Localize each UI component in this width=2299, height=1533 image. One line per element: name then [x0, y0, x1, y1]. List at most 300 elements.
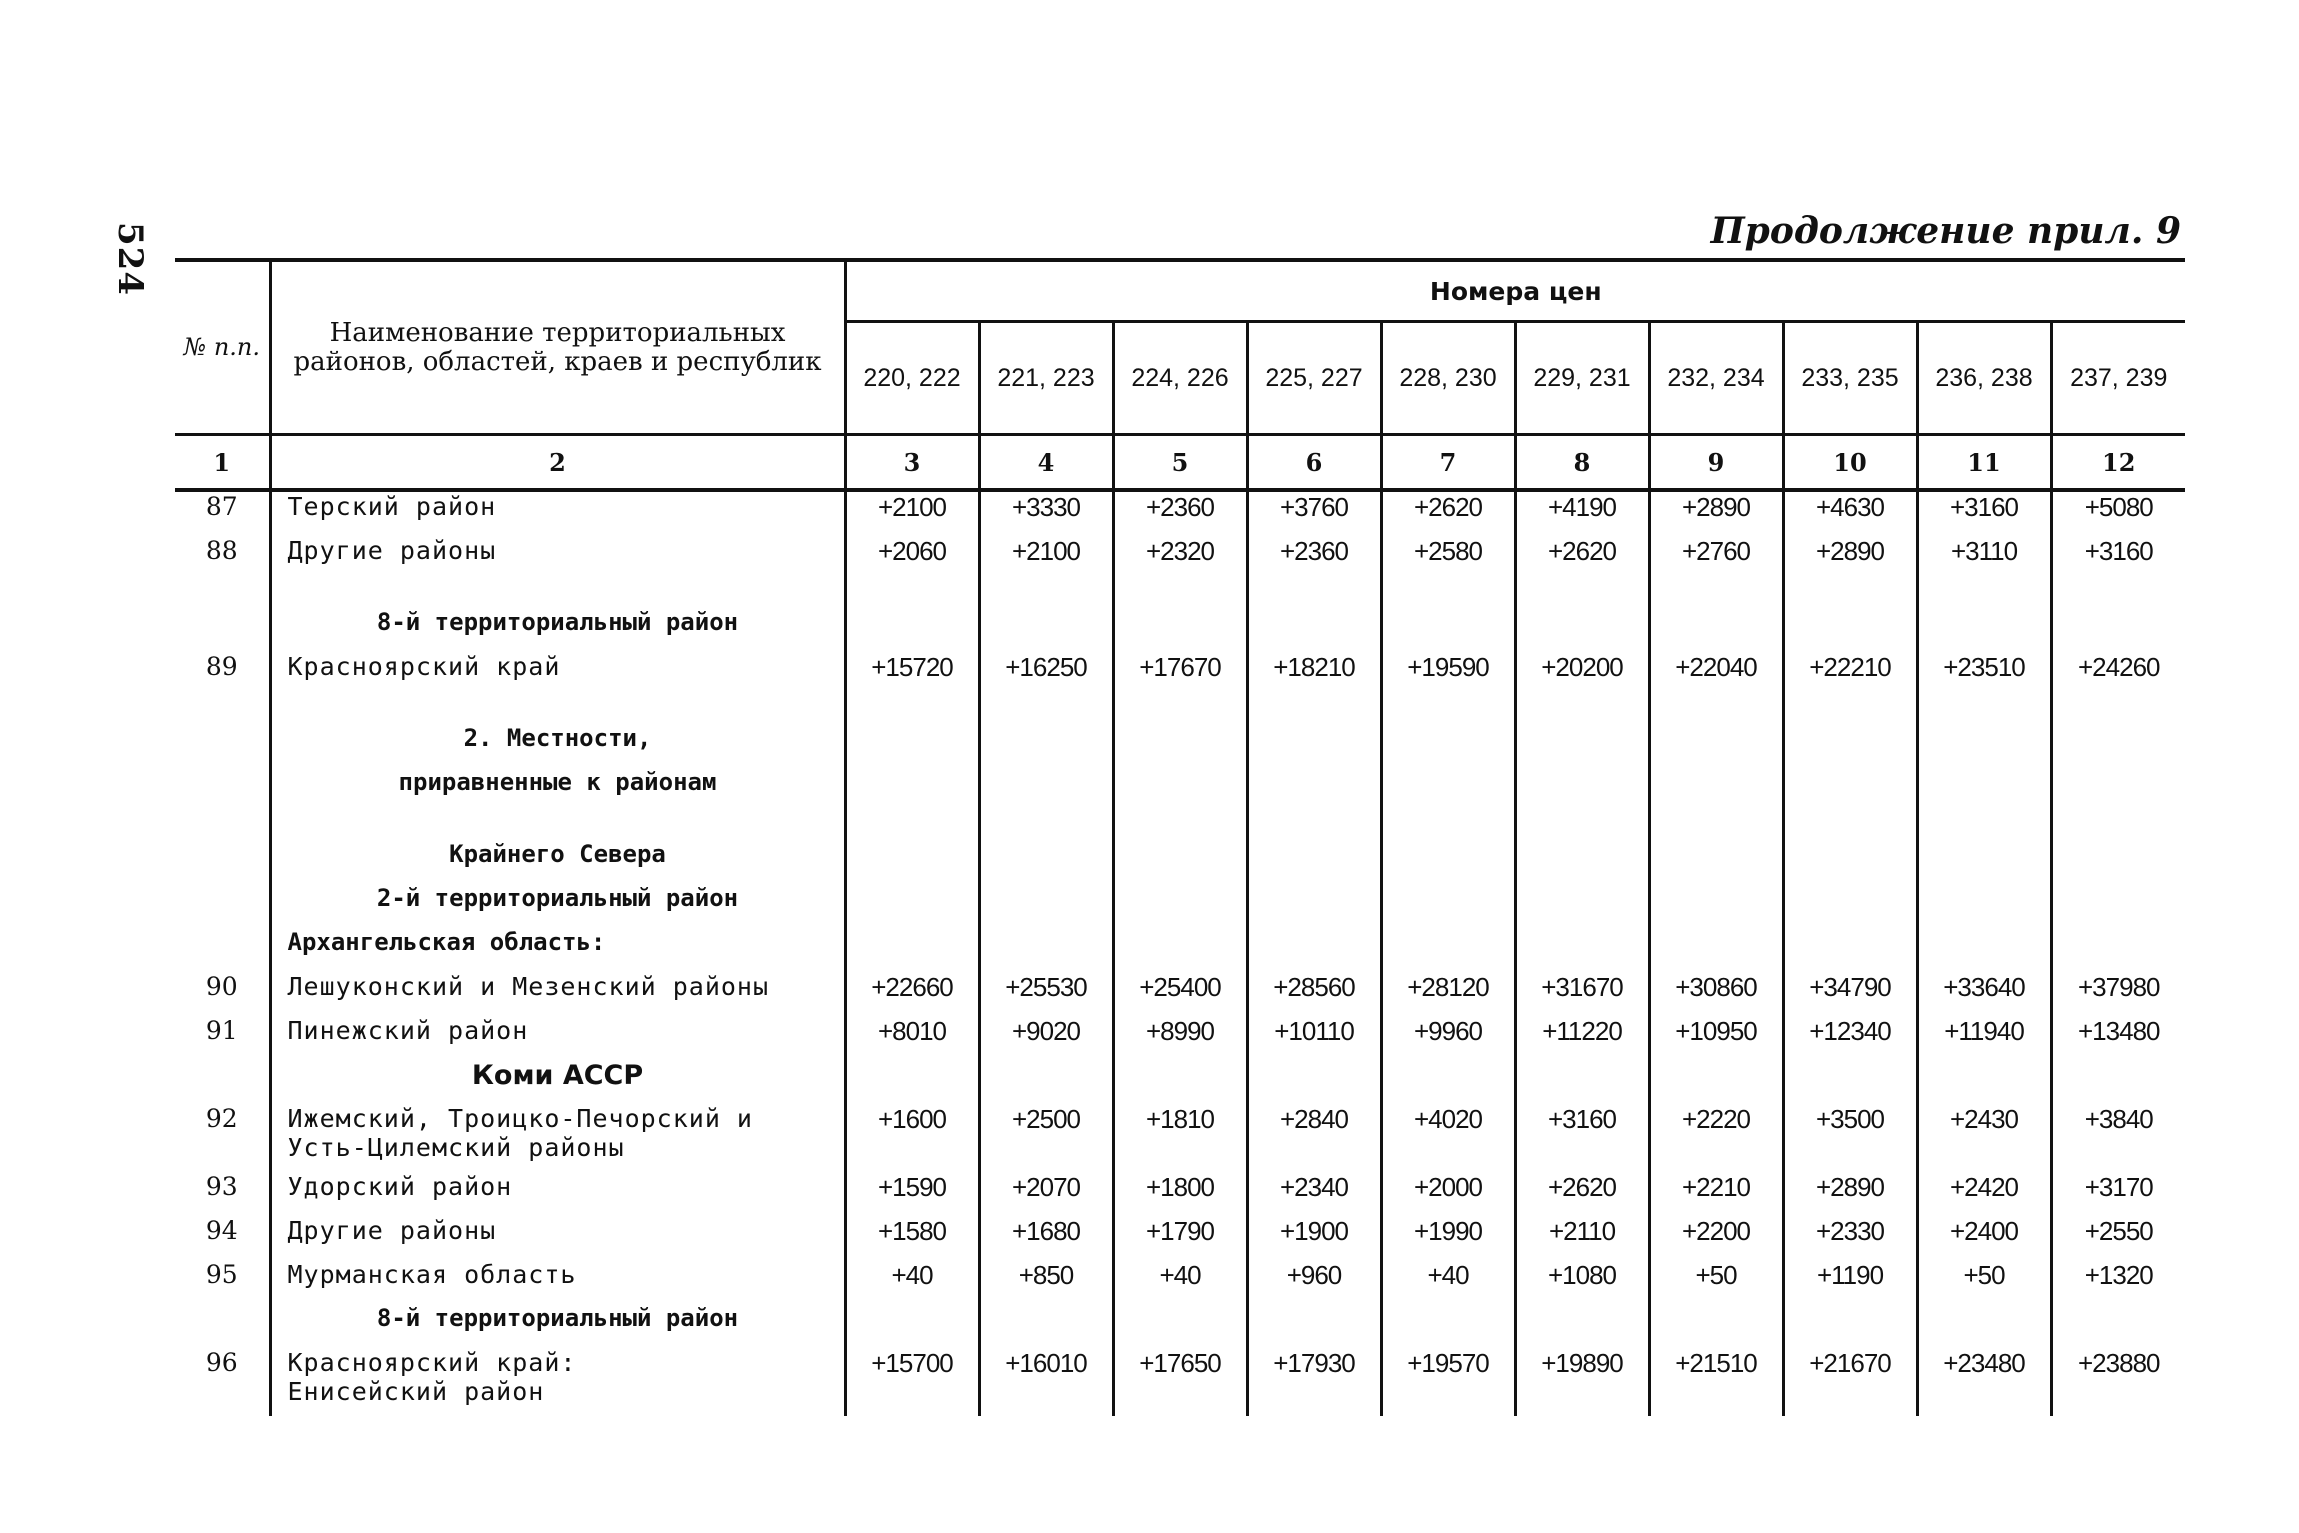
row-number-cell [175, 884, 270, 928]
price-adjustment-value: +2890 [1649, 490, 1783, 536]
section-heading-row [175, 608, 2185, 652]
empty-value-cell [2051, 724, 2185, 768]
spacer-row [175, 696, 2185, 724]
price-adjustment-value: +4190 [1515, 490, 1649, 536]
column-index-cell: 10 [1783, 435, 1917, 491]
empty-value-cell [1783, 724, 1917, 768]
empty-value-cell [1515, 840, 1649, 884]
empty-value-cell [1783, 884, 1917, 928]
empty-value-cell [1783, 1304, 1917, 1348]
row-number: 88 [205, 536, 238, 565]
empty-value-cell [1113, 928, 1247, 972]
empty-value-cell [1113, 840, 1247, 884]
empty-value-cell [1515, 884, 1649, 928]
row-number: 92 [205, 1104, 238, 1133]
header-code-cell: 237, 239 [2051, 322, 2185, 435]
empty-value-cell [1381, 724, 1515, 768]
header-code-cell: 232, 234 [1649, 322, 1783, 435]
section-heading: Архангельская область: [270, 928, 845, 972]
empty-value-cell [1113, 1304, 1247, 1348]
spacer-cell [175, 696, 270, 724]
empty-value-cell [979, 724, 1113, 768]
spacer-cell [175, 580, 270, 608]
section-heading: Крайнего Севера [270, 840, 845, 884]
price-adjustment-value: +2340 [1247, 1172, 1381, 1216]
empty-value-cell [1649, 724, 1783, 768]
price-adjustment-value: +2620 [1515, 536, 1649, 580]
empty-value-cell [979, 884, 1113, 928]
empty-value-cell [845, 840, 979, 884]
price-adjustment-value: +25400 [1113, 972, 1247, 1016]
empty-value-cell [845, 608, 979, 652]
region-name-line-1: Ижемский, Троицко-Печорский и [287, 1104, 753, 1133]
section-heading: приравненные к районам [270, 768, 845, 812]
price-adjustment-value: +2500 [979, 1104, 1113, 1172]
section-heading: Коми АССР [270, 1060, 845, 1104]
row-number-cell [175, 724, 270, 768]
price-adjustment-value: +22040 [1649, 652, 1783, 696]
empty-value-cell [1917, 768, 2051, 812]
column-index-cell: 4 [979, 435, 1113, 491]
region-name: Мурманская область [270, 1260, 845, 1304]
price-adjustment-value: +20200 [1515, 652, 1649, 696]
empty-value-cell [1783, 840, 1917, 884]
price-adjustment-value: +50 [1649, 1260, 1783, 1304]
empty-value-cell [1917, 608, 2051, 652]
price-adjustment-value: +1190 [1783, 1260, 1917, 1304]
empty-value-cell [1649, 840, 1783, 884]
spacer-cell [1783, 812, 1917, 840]
price-adjustment-value: +19590 [1381, 652, 1515, 696]
row-number: 90 [205, 972, 238, 1001]
header-code-cell: 220, 222 [845, 322, 979, 435]
spacer-cell [979, 580, 1113, 608]
price-adjustment-value: +1810 [1113, 1104, 1247, 1172]
column-index-cell: 9 [1649, 435, 1783, 491]
price-adjustment-value: +17650 [1113, 1348, 1247, 1416]
empty-value-cell [979, 1304, 1113, 1348]
price-adjustment-value: +2760 [1649, 536, 1783, 580]
price-adjustment-value: +16010 [979, 1348, 1113, 1416]
region-name: Другие районы [270, 1216, 845, 1260]
price-adjustment-value: +1680 [979, 1216, 1113, 1260]
continuation-caption: Продолжение прил. 9 [1710, 210, 2181, 252]
price-adjustment-value: +2840 [1247, 1104, 1381, 1172]
price-adjustment-value: +23510 [1917, 652, 2051, 696]
spacer-cell [2051, 812, 2185, 840]
price-adjustment-value: +40 [1113, 1260, 1247, 1304]
price-adjustment-value: +1790 [1113, 1216, 1247, 1260]
price-adjustment-value: +18210 [1247, 652, 1381, 696]
section-heading-row [175, 1304, 2185, 1348]
empty-value-cell [1783, 928, 1917, 972]
row-number-cell [175, 840, 270, 884]
price-adjustment-value: +2210 [1649, 1172, 1783, 1216]
price-adjustment-value: +2620 [1515, 1172, 1649, 1216]
empty-value-cell [845, 1060, 979, 1104]
price-adjustment-value: +2000 [1381, 1172, 1515, 1216]
spacer-cell [1649, 812, 1783, 840]
spacer-cell [1515, 696, 1649, 724]
price-adjustment-value: +4630 [1783, 490, 1917, 536]
section-heading: 8-й территориальный район [270, 1304, 845, 1348]
region-name [270, 1104, 845, 1172]
spacer-cell [1381, 580, 1515, 608]
page-number: 524 [110, 222, 150, 296]
column-index-cell: 1 [175, 435, 270, 491]
empty-value-cell [979, 840, 1113, 884]
price-adjustment-value: +50 [1917, 1260, 2051, 1304]
region-name: Другие районы [270, 536, 845, 580]
price-adjustment-value: +2060 [845, 536, 979, 580]
empty-value-cell [2051, 884, 2185, 928]
table-row [175, 1260, 2185, 1304]
price-adjustment-value: +12340 [1783, 1016, 1917, 1060]
column-index-cell: 6 [1247, 435, 1381, 491]
price-adjustment-value: +2360 [1113, 490, 1247, 536]
price-adjustment-value: +3160 [2051, 536, 2185, 580]
column-index-cell: 11 [1917, 435, 2051, 491]
spacer-cell [1783, 696, 1917, 724]
section-heading-row [175, 928, 2185, 972]
region-name-line-2: Енисейский район [287, 1377, 545, 1406]
region-name: Терский район [270, 490, 845, 536]
price-adjustment-value: +40 [845, 1260, 979, 1304]
row-number-cell [175, 608, 270, 652]
empty-value-cell [845, 884, 979, 928]
table-row [175, 1016, 2185, 1060]
empty-value-cell [1381, 768, 1515, 812]
spacer-row [175, 812, 2185, 840]
header-code-cell: 224, 226 [1113, 322, 1247, 435]
column-index-cell: 8 [1515, 435, 1649, 491]
price-adjustment-value: +2620 [1381, 490, 1515, 536]
spacer-cell [1649, 580, 1783, 608]
empty-value-cell [1515, 608, 1649, 652]
table-row [175, 972, 2185, 1016]
price-adjustment-value: +2420 [1917, 1172, 2051, 1216]
header-name [270, 262, 845, 435]
empty-value-cell [1247, 724, 1381, 768]
price-adjustment-value: +19890 [1515, 1348, 1649, 1416]
column-index-cell: 5 [1113, 435, 1247, 491]
header-code-cell: 228, 230 [1381, 322, 1515, 435]
table-row [175, 1172, 2185, 1216]
table-row [175, 652, 2185, 696]
empty-value-cell [1649, 884, 1783, 928]
empty-value-cell [979, 928, 1113, 972]
empty-value-cell [1649, 768, 1783, 812]
price-adjustment-value: +2200 [1649, 1216, 1783, 1260]
header-code-cell: 225, 227 [1247, 322, 1381, 435]
price-adjustment-value: +13480 [2051, 1016, 2185, 1060]
empty-value-cell [1649, 928, 1783, 972]
price-adjustment-value: +31670 [1515, 972, 1649, 1016]
empty-value-cell [1247, 928, 1381, 972]
region-name: Пинежский район [270, 1016, 845, 1060]
empty-value-cell [2051, 840, 2185, 884]
column-index-cell: 12 [2051, 435, 2185, 491]
region-name: Красноярский край [270, 652, 845, 696]
price-adjustment-value: +3500 [1783, 1104, 1917, 1172]
row-number: 87 [205, 492, 238, 521]
price-adjustment-value: +2550 [2051, 1216, 2185, 1260]
price-adjustment-value: +2110 [1515, 1216, 1649, 1260]
spacer-cell [1515, 812, 1649, 840]
empty-value-cell [1515, 1060, 1649, 1104]
price-adjustment-value: +23480 [1917, 1348, 2051, 1416]
price-adjustment-value: +1080 [1515, 1260, 1649, 1304]
price-adjustment-value: +11220 [1515, 1016, 1649, 1060]
empty-value-cell [845, 1304, 979, 1348]
row-number: 89 [205, 652, 238, 681]
empty-value-cell [1515, 1304, 1649, 1348]
price-adjustment-value: +5080 [2051, 490, 2185, 536]
row-number-cell [175, 928, 270, 972]
price-adjustment-value: +1600 [845, 1104, 979, 1172]
price-adjustment-value: +10950 [1649, 1016, 1783, 1060]
row-number: 95 [205, 1260, 238, 1289]
price-table-container [175, 262, 2185, 1416]
price-adjustment-value: +3110 [1917, 536, 2051, 580]
empty-value-cell [1917, 928, 2051, 972]
price-adjustment-value: +1580 [845, 1216, 979, 1260]
empty-value-cell [1917, 840, 2051, 884]
spacer-cell [1247, 696, 1381, 724]
spacer-cell [1113, 812, 1247, 840]
section-heading-row [175, 884, 2185, 928]
empty-value-cell [1917, 1060, 2051, 1104]
row-number-cell [175, 1304, 270, 1348]
spacer-cell [1247, 812, 1381, 840]
spacer-cell [1917, 812, 2051, 840]
section-heading-row [175, 724, 2185, 768]
price-adjustment-value: +16250 [979, 652, 1113, 696]
empty-value-cell [1113, 768, 1247, 812]
price-adjustment-value: +8010 [845, 1016, 979, 1060]
table-row [175, 536, 2185, 580]
price-adjustment-value: +2320 [1113, 536, 1247, 580]
price-adjustment-value: +22210 [1783, 652, 1917, 696]
price-adjustment-value: +2580 [1381, 536, 1515, 580]
price-adjustment-value: +1590 [845, 1172, 979, 1216]
price-adjustment-value: +19570 [1381, 1348, 1515, 1416]
spacer-cell [845, 580, 979, 608]
header-index-row [175, 435, 2185, 491]
spacer-cell [1649, 696, 1783, 724]
empty-value-cell [1113, 884, 1247, 928]
spacer-cell [1783, 580, 1917, 608]
empty-value-cell [1113, 724, 1247, 768]
empty-value-cell [1783, 1060, 1917, 1104]
empty-value-cell [1381, 884, 1515, 928]
price-adjustment-value: +10110 [1247, 1016, 1381, 1060]
price-adjustment-value: +2100 [845, 490, 979, 536]
price-adjustment-value: +3170 [2051, 1172, 2185, 1216]
header-price-numbers: Номера цен [845, 262, 2185, 322]
spacer-cell [2051, 580, 2185, 608]
spacer-cell [845, 696, 979, 724]
price-adjustment-value: +22660 [845, 972, 979, 1016]
empty-value-cell [1247, 768, 1381, 812]
spacer-cell [1381, 696, 1515, 724]
price-adjustment-value: +2070 [979, 1172, 1113, 1216]
price-adjustment-value: +28560 [1247, 972, 1381, 1016]
empty-value-cell [1515, 928, 1649, 972]
empty-value-cell [1381, 608, 1515, 652]
price-adjustment-value: +4020 [1381, 1104, 1515, 1172]
region-name-line-1: Красноярский край: [287, 1348, 577, 1377]
price-adjustment-value: +1320 [2051, 1260, 2185, 1304]
row-number: 94 [205, 1216, 238, 1245]
price-adjustment-value: +8990 [1113, 1016, 1247, 1060]
price-adjustment-value: +1990 [1381, 1216, 1515, 1260]
header-name-text: Наименование территориальных районов, областей, краев и республик [293, 317, 822, 377]
header-code-cell: 229, 231 [1515, 322, 1649, 435]
price-adjustment-value: +3160 [1515, 1104, 1649, 1172]
price-adjustment-value: +9020 [979, 1016, 1113, 1060]
row-number-cell [175, 768, 270, 812]
spacer-cell [1113, 696, 1247, 724]
spacer-cell [1247, 580, 1381, 608]
table-header [175, 262, 2185, 490]
empty-value-cell [1247, 1304, 1381, 1348]
table-row [175, 1348, 2185, 1416]
price-adjustment-value: +1900 [1247, 1216, 1381, 1260]
empty-value-cell [1113, 608, 1247, 652]
price-adjustment-value: +3840 [2051, 1104, 2185, 1172]
empty-value-cell [1247, 840, 1381, 884]
spacer-cell [845, 812, 979, 840]
price-adjustment-value: +2100 [979, 536, 1113, 580]
price-adjustment-value: +15720 [845, 652, 979, 696]
empty-value-cell [1917, 884, 2051, 928]
header-code-cell: 233, 235 [1783, 322, 1917, 435]
price-adjustment-value: +9960 [1381, 1016, 1515, 1060]
spacer-cell [175, 812, 270, 840]
price-adjustment-value: +21510 [1649, 1348, 1783, 1416]
spacer-cell [1917, 696, 2051, 724]
spacer-cell [1917, 580, 2051, 608]
header-code-cell: 221, 223 [979, 322, 1113, 435]
empty-value-cell [1247, 884, 1381, 928]
price-adjustment-value: +2220 [1649, 1104, 1783, 1172]
price-adjustment-value: +3330 [979, 490, 1113, 536]
empty-value-cell [979, 1060, 1113, 1104]
price-adjustment-value: +1800 [1113, 1172, 1247, 1216]
spacer-cell [1515, 580, 1649, 608]
row-number-cell [175, 1060, 270, 1104]
price-adjustment-value: +37980 [2051, 972, 2185, 1016]
section-heading: 2-й территориальный район [270, 884, 845, 928]
empty-value-cell [1381, 1304, 1515, 1348]
section-heading: 2. Местности, [270, 724, 845, 768]
price-adjustment-value: +2430 [1917, 1104, 2051, 1172]
row-number: 91 [205, 1016, 238, 1045]
price-adjustment-value: +28120 [1381, 972, 1515, 1016]
empty-value-cell [979, 608, 1113, 652]
empty-value-cell [845, 768, 979, 812]
spacer-cell [270, 580, 845, 608]
region-name-line-2: Усть-Цилемский районы [287, 1133, 625, 1162]
empty-value-cell [845, 724, 979, 768]
price-adjustment-value: +2400 [1917, 1216, 2051, 1260]
section-heading: 8-й территориальный район [270, 608, 845, 652]
price-table [175, 262, 2185, 1416]
price-adjustment-value: +24260 [2051, 652, 2185, 696]
region-name: Удорский район [270, 1172, 845, 1216]
empty-value-cell [1649, 1304, 1783, 1348]
price-adjustment-value: +17930 [1247, 1348, 1381, 1416]
region-name [270, 1348, 845, 1416]
table-row [175, 490, 2185, 536]
column-index-cell: 3 [845, 435, 979, 491]
empty-value-cell [2051, 1304, 2185, 1348]
spacer-cell [270, 696, 845, 724]
empty-value-cell [1113, 1060, 1247, 1104]
price-adjustment-value: +2890 [1783, 536, 1917, 580]
price-adjustment-value: +17670 [1113, 652, 1247, 696]
empty-value-cell [1247, 1060, 1381, 1104]
empty-value-cell [2051, 768, 2185, 812]
spacer-cell [979, 696, 1113, 724]
empty-value-cell [2051, 608, 2185, 652]
spacer-cell [1113, 580, 1247, 608]
spacer-row [175, 580, 2185, 608]
section-heading-row [175, 1060, 2185, 1104]
empty-value-cell [2051, 928, 2185, 972]
empty-value-cell [1515, 768, 1649, 812]
column-index-cell: 2 [270, 435, 845, 491]
price-adjustment-value: +850 [979, 1260, 1113, 1304]
empty-value-cell [1783, 768, 1917, 812]
price-adjustment-value: +30860 [1649, 972, 1783, 1016]
price-adjustment-value: +33640 [1917, 972, 2051, 1016]
row-number: 96 [205, 1348, 238, 1377]
header-code-cell: 236, 238 [1917, 322, 2051, 435]
price-adjustment-value: +15700 [845, 1348, 979, 1416]
column-index-cell: 7 [1381, 435, 1515, 491]
section-heading-row [175, 768, 2185, 812]
spacer-cell [2051, 696, 2185, 724]
header-number-text: № п.п. [183, 333, 260, 361]
section-heading-row [175, 840, 2185, 884]
price-adjustment-value: +11940 [1917, 1016, 2051, 1060]
empty-value-cell [1515, 724, 1649, 768]
empty-value-cell [1917, 724, 2051, 768]
empty-value-cell [2051, 1060, 2185, 1104]
price-adjustment-value: +960 [1247, 1260, 1381, 1304]
empty-value-cell [1917, 1304, 2051, 1348]
empty-value-cell [845, 928, 979, 972]
empty-value-cell [979, 768, 1113, 812]
spacer-cell [1381, 812, 1515, 840]
header-number [175, 262, 270, 435]
region-name: Лешуконский и Мезенский районы [270, 972, 845, 1016]
price-adjustment-value: +40 [1381, 1260, 1515, 1304]
empty-value-cell [1381, 1060, 1515, 1104]
price-adjustment-value: +21670 [1783, 1348, 1917, 1416]
top-rule [175, 258, 2185, 262]
price-adjustment-value: +25530 [979, 972, 1113, 1016]
table-row [175, 1216, 2185, 1260]
empty-value-cell [1381, 928, 1515, 972]
row-number: 93 [205, 1172, 238, 1201]
price-adjustment-value: +2330 [1783, 1216, 1917, 1260]
price-adjustment-value: +2890 [1783, 1172, 1917, 1216]
empty-value-cell [1381, 840, 1515, 884]
empty-value-cell [1247, 608, 1381, 652]
